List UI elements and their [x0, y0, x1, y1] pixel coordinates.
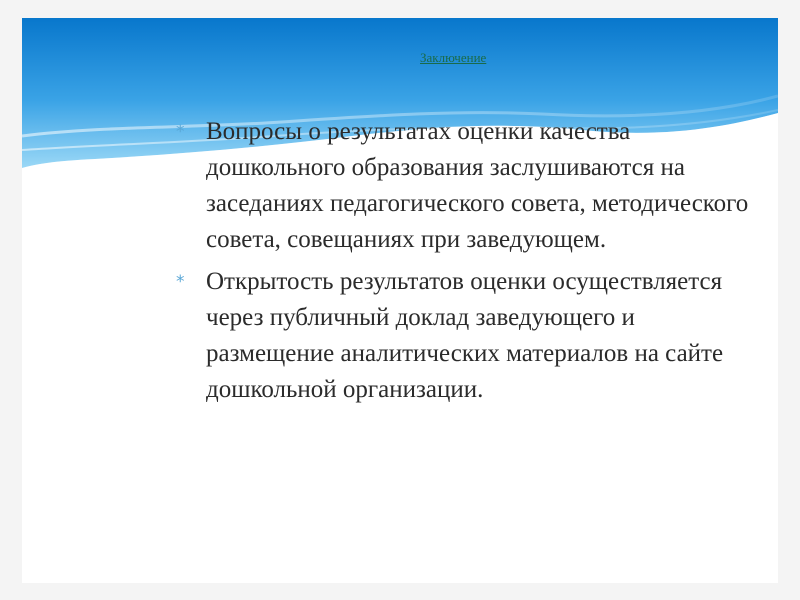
asterisk-bullet-icon: * [176, 272, 185, 292]
slide-frame [22, 18, 778, 583]
bullet-text: Вопросы о результатах оценки качества дошкольного образования заслушиваются на заседаниях педагогического совета, методического совета, совещаниях при заведующем. [206, 118, 749, 253]
bullet-text: Открытость результатов оценки осуществляется через публичный доклад заведующего и размещение аналитических материалов на сайте дошкольной организации. [206, 268, 724, 403]
bullet-item [176, 114, 766, 258]
slide-title-link[interactable]: Заключение [420, 50, 487, 65]
slide-content [176, 114, 766, 414]
asterisk-bullet-icon: * [176, 122, 185, 142]
bullet-item [176, 264, 766, 408]
